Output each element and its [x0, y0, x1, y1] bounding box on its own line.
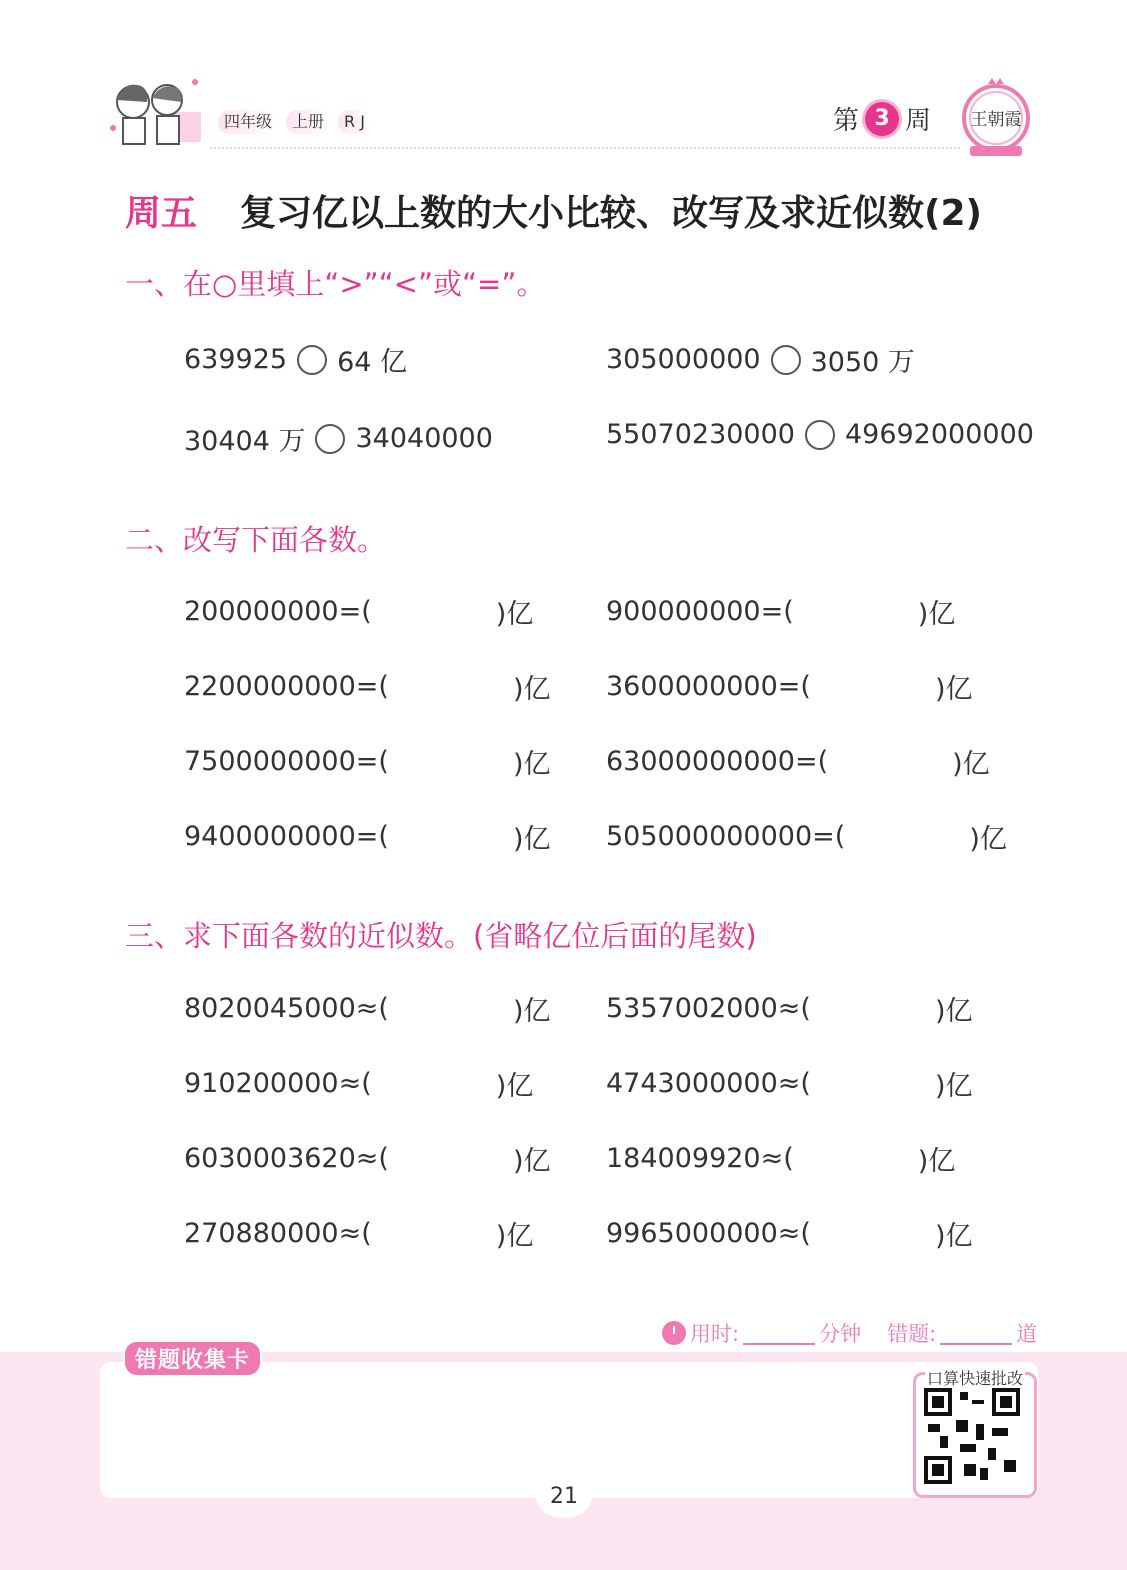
approx-item [606, 1214, 973, 1253]
unit-close: )亿 [934, 1221, 973, 1252]
equals-open: =( [338, 596, 372, 627]
unit-close: )亿 [934, 996, 973, 1027]
approx-item [606, 1064, 973, 1103]
section-1-heading: 一、在○里填上“>”“<”或“=”。 [125, 267, 546, 301]
compare-right: 3050 万 [810, 347, 915, 378]
page-title: 复习亿以上数的大小比较、改写及求近似数(2) [240, 193, 982, 234]
approx-number: 4743000000 [606, 1068, 778, 1099]
compare-left: 30404 万 [184, 426, 306, 457]
approx-number: 9965000000 [606, 1218, 778, 1249]
rewrite-item [184, 817, 551, 856]
qr-code-icon[interactable] [924, 1388, 1020, 1484]
compare-circle[interactable] [771, 345, 801, 375]
rewrite-number: 3600000000 [606, 671, 778, 702]
equals-open: =( [760, 596, 794, 627]
compare-left: 639925 [184, 344, 288, 375]
approx-item [184, 1064, 533, 1103]
approx-number: 8020045000 [184, 993, 356, 1024]
errors-label: 错题: [887, 1322, 937, 1346]
stopwatch-icon [662, 1321, 686, 1345]
compare-right: 64 亿 [337, 347, 408, 378]
compare-circle[interactable] [297, 345, 327, 375]
equals-open: =( [355, 821, 389, 852]
unit-close: )亿 [512, 824, 551, 855]
rewrite-item [606, 667, 973, 706]
error-card-label: 错题收集卡 [123, 1340, 262, 1377]
unit-close: )亿 [512, 749, 551, 780]
compare-item [184, 340, 407, 379]
approx-open: ≈( [777, 993, 811, 1024]
approx-number: 270880000 [184, 1218, 339, 1249]
unit-close: )亿 [952, 749, 990, 780]
rewrite-number: 9400000000 [184, 821, 356, 852]
grade-tag: 四年级 [218, 110, 278, 134]
approx-open: ≈( [338, 1068, 372, 1099]
approx-item [606, 1139, 955, 1178]
compare-left: 55070230000 [606, 419, 795, 450]
rewrite-item [606, 592, 955, 631]
approx-number: 184009920 [606, 1143, 761, 1174]
time-record [662, 1318, 1037, 1348]
qr-label: 口算快速批改 [925, 1366, 1025, 1389]
compare-item [606, 419, 1034, 450]
equals-open: =( [812, 821, 846, 852]
volume-tag: 上册 [286, 110, 330, 134]
compare-circle[interactable] [315, 424, 345, 454]
approx-open: ≈( [760, 1143, 794, 1174]
equals-open: =( [794, 746, 829, 777]
unit-close: )亿 [917, 599, 956, 630]
compare-circle[interactable] [805, 420, 835, 450]
unit-close: )亿 [934, 674, 973, 705]
rewrite-number: 900000000 [606, 596, 761, 627]
rewrite-item [184, 742, 551, 781]
compare-item [184, 419, 493, 458]
unit-close: )亿 [512, 674, 551, 705]
compare-right: 34040000 [355, 423, 493, 454]
approx-number: 910200000 [184, 1068, 339, 1099]
equals-open: =( [355, 746, 389, 777]
rewrite-item [184, 592, 533, 631]
week-indicator [833, 100, 931, 137]
approx-open: ≈( [777, 1068, 811, 1099]
week-prefix: 第 [833, 106, 860, 136]
unit-close: )亿 [512, 1146, 551, 1177]
cartoon-kids-illustration [105, 72, 205, 154]
compare-right: 49692000000 [844, 419, 1034, 450]
week-suffix: 周 [905, 106, 932, 136]
approx-item [184, 989, 551, 1028]
unit-close: )亿 [917, 1146, 956, 1177]
section-2-heading: 二、改写下面各数。 [125, 523, 387, 557]
rewrite-item [606, 817, 1007, 856]
equals-open: =( [355, 671, 389, 702]
rewrite-number: 2200000000 [184, 671, 356, 702]
grade-tags [218, 110, 371, 134]
brand-seal-logo [960, 78, 1032, 160]
unit-close: )亿 [495, 1221, 534, 1252]
time-unit: 分钟 [819, 1322, 862, 1346]
title-day: 周五 [125, 193, 198, 234]
unit-close: )亿 [934, 1071, 973, 1102]
errors-unit: 道 [1016, 1322, 1038, 1346]
approx-number: 6030003620 [184, 1143, 356, 1174]
approx-open: ≈( [338, 1218, 372, 1249]
compare-item [606, 340, 915, 379]
approx-item [184, 1214, 533, 1253]
rewrite-number: 200000000 [184, 596, 339, 627]
rewrite-number: 63000000000 [606, 746, 795, 777]
rewrite-number: 505000000000 [606, 821, 813, 852]
equals-open: =( [777, 671, 811, 702]
approx-open: ≈( [355, 993, 389, 1024]
header-divider [210, 147, 960, 149]
approx-open: ≈( [355, 1143, 389, 1174]
rewrite-number: 7500000000 [184, 746, 356, 777]
compare-left: 305000000 [606, 344, 761, 375]
time-label: 用时: [690, 1322, 740, 1346]
approx-open: ≈( [777, 1218, 811, 1249]
approx-item [606, 989, 973, 1028]
unit-close: )亿 [512, 996, 551, 1027]
errors-blank[interactable] [940, 1321, 1012, 1345]
edition-tag: R J [338, 110, 371, 134]
section-3-heading: 三、求下面各数的近似数。(省略亿位后面的尾数) [125, 919, 757, 953]
seal-text: 王朝霞 [970, 110, 1022, 130]
unit-close: )亿 [969, 824, 1007, 855]
approx-number: 5357002000 [606, 993, 778, 1024]
unit-close: )亿 [495, 1071, 534, 1102]
rewrite-item [184, 667, 551, 706]
unit-close: )亿 [495, 599, 534, 630]
time-blank[interactable] [743, 1321, 815, 1345]
approx-item [184, 1139, 551, 1178]
page-number: 21 [536, 1476, 592, 1518]
week-number-badge: 3 [865, 102, 899, 136]
rewrite-item [606, 742, 990, 781]
